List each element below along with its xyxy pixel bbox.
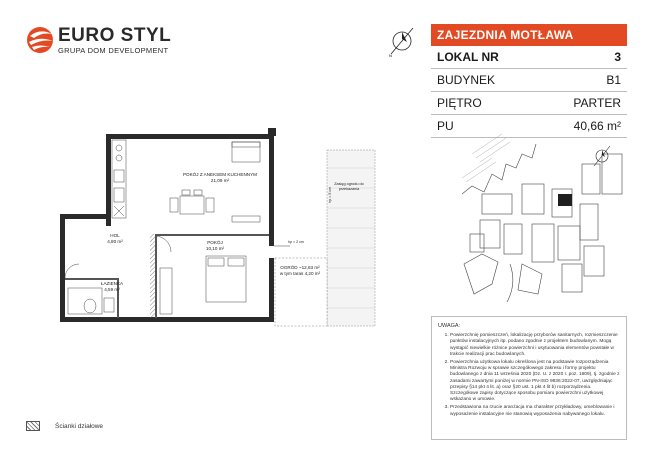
room-label-garden: [270, 265, 330, 276]
room-label-living: [170, 172, 270, 183]
room-area: 21,09 m²: [210, 177, 230, 183]
garden-note: Zasięg ogrodu do przekazania: [334, 182, 364, 191]
room-name: ŁAZIENKA: [100, 281, 124, 286]
info-value: B1: [606, 73, 621, 87]
info-value: 3: [614, 50, 621, 64]
info-label: BUDYNEK: [437, 73, 496, 87]
room-area: 4,59 m²: [104, 286, 120, 292]
info-label: PU: [437, 119, 454, 133]
room-label-bath: [92, 281, 132, 292]
north-arrow-icon: [385, 24, 419, 58]
legend-label: Ścianki działowe: [55, 423, 104, 430]
brand-subtitle: GRUPA DOM DEVELOPMENT: [58, 46, 169, 55]
svg-text:N: N: [389, 53, 392, 58]
room-label-hall: [100, 233, 130, 244]
room-area: 4,80 m²: [107, 238, 123, 244]
room-name: POKÓJ: [207, 240, 223, 245]
floor-plan: [60, 128, 395, 328]
room-terrace: w tym taras 4,20 m²: [279, 270, 321, 276]
site-plan-map: [462, 134, 627, 304]
info-label: PIĘTRO: [437, 96, 482, 110]
notes-header: UWAGA:: [438, 323, 461, 329]
info-label: LOKAL NR: [437, 50, 499, 64]
room-name: OGRÓD ~12,63 m²: [280, 265, 320, 270]
dimension-a: hp = 5 cm: [328, 186, 333, 203]
dimension-b: hp = 2 cm: [288, 240, 304, 244]
legend-hatch-swatch: [26, 421, 40, 431]
note-item: 1. Powierzchnię pomieszczeń, lokalizację przyborów sanitarnych, rozmieszczenie punktów instalacyjnych itp. podano zgodnie z projektem budowlanym. Mogą wystąpić niewielkie różnice powierzchni i usytuowania elementów powstałe w trakcie realizacji prac budowlanych.: [450, 333, 620, 358]
note-item: 3. Przedstawiona na rzucie aranżacja ma charakter przykładowy, umeblowanie i wyposażenie instalacyjne nie stanowią wyposażenia nabywanego lokalu.: [450, 405, 620, 417]
notes-box: [431, 316, 627, 440]
room-label-room: [195, 240, 235, 251]
room-name: POKÓJ Z ANEKSEM KUCHENNYM: [182, 172, 258, 177]
notes-list: [438, 333, 620, 418]
info-value: 40,66 m²: [573, 119, 621, 133]
info-value: PARTER: [573, 96, 621, 110]
brand-name: EURO STYL: [58, 25, 172, 46]
info-row-budynek: [431, 69, 627, 92]
info-row-lokal: [431, 46, 627, 69]
room-name: HOL: [110, 233, 120, 238]
room-area: 10,10 m²: [205, 245, 225, 251]
note-item: 2. Powierzchnia użytkowa lokalu określona jest na podstawie rozporządzenia Ministra Rozwoju w sprawie szczegółowego zakresu i formy projektu budowlanego z dnia 11 września 2020 (Dz. U. z 2020 r. poz. 1609), tj. zgodnie z zasadami zawartymi poniżej w normie PN-ISO 9836:2022-07, uwzględniając przepisy §14 pkt 4 lit. a) oraz §20 ust. 1 pkt 4 lit b) rozporządzenia. Szczegółowe zapisy dotyczące sposobu pomiaru powierzchni użytkowej wskazano w umowie.: [450, 360, 620, 403]
info-panel: [431, 24, 627, 138]
project-title: ZAJEZDNIA MOTŁAWA: [431, 24, 627, 46]
euro-styl-logo-icon: [22, 22, 58, 58]
info-row-pietro: [431, 92, 627, 115]
